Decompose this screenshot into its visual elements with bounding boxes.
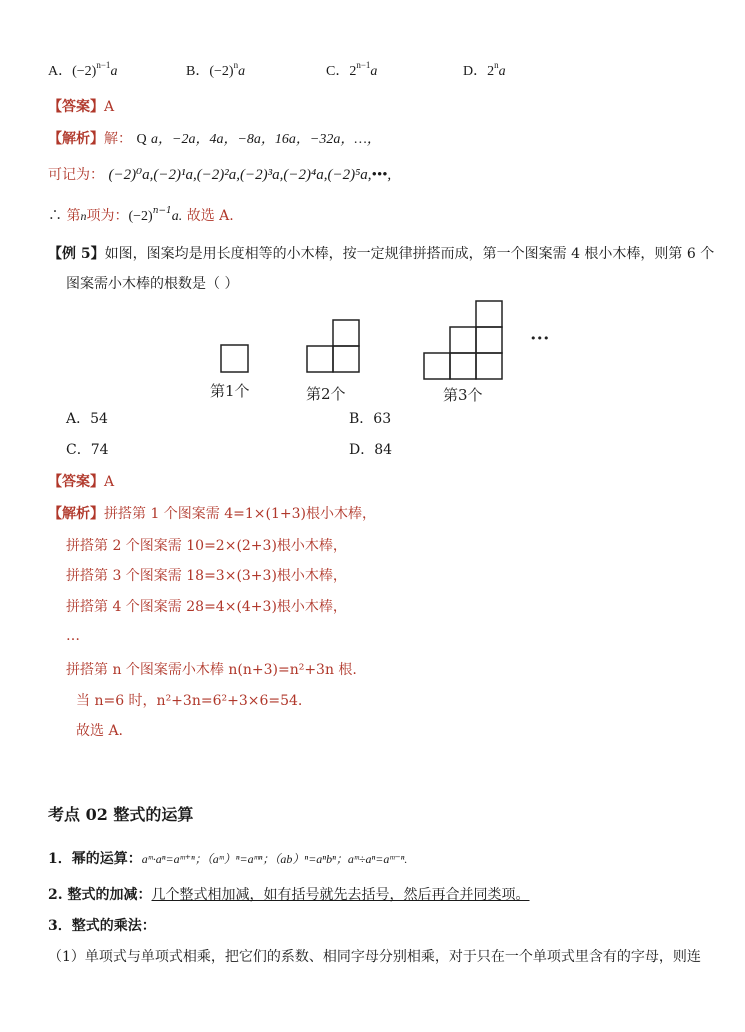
analysis-2-label: 【解析】 — [48, 506, 104, 522]
analysis-1-line3-a: 第 — [66, 208, 81, 224]
pattern-2-square-1 — [307, 346, 333, 372]
option-d-base: 2 — [487, 64, 495, 79]
option-d-letter: D． — [463, 64, 488, 79]
analysis-1-label: 【解析】 — [48, 131, 104, 147]
option-d-var: a — [498, 64, 506, 79]
pattern-2-square-3 — [333, 320, 359, 346]
answer-2-value: A — [104, 474, 115, 490]
analysis-2-line4: 拼搭第 4 个图案需 28=4×(4+3)根小木棒， — [66, 599, 347, 615]
analysis-1-line3 — [48, 205, 234, 225]
analysis-2-line1-text: 拼搭第 1 个图案需 4=1×(1+3)根小木棒， — [104, 506, 377, 522]
analysis-2-line6: 拼搭第 n 个图案需小木棒 n(n+3)=n²+3n 根. — [66, 662, 357, 678]
analysis-2-line8: 故选 A. — [76, 723, 124, 739]
example-5-option-a: A．54 — [66, 411, 108, 427]
option-b-letter: B． — [186, 64, 210, 79]
section-item-2 — [48, 884, 530, 904]
pattern-3-square-2 — [450, 353, 476, 379]
option-c-var: a — [370, 64, 378, 79]
option-a-base: (−2) — [72, 64, 97, 79]
example-5-option-b: B．63 — [349, 411, 392, 427]
section-title: 考点 02 整式的运算 — [48, 805, 194, 824]
analysis-2-line2: 拼搭第 2 个图案需 10=2×(2+3)根小木棒， — [66, 538, 347, 554]
therefore-symbol: ∴ — [48, 208, 62, 224]
option-c — [326, 60, 377, 80]
pattern-2-square-2 — [333, 346, 359, 372]
section-item-1-formula: aᵐ·aⁿ=aᵐ⁺ⁿ；（aᵐ）ⁿ=aᵐⁿ；（ab）ⁿ=aⁿbⁿ；aᵐ÷aⁿ=aᵐ⁻ⁿ. — [141, 852, 408, 866]
answer-1-value: A — [104, 99, 115, 115]
analysis-1-line3-n: n — [80, 209, 87, 223]
example-5-text1: 如图，图案均是用长度相等的小木棒，按一定规律拼搭而成，第一个图案需 4 根小木棒，则第 6 个 — [104, 246, 715, 262]
option-a-var: a — [110, 64, 118, 79]
option-c-base: 2 — [349, 64, 357, 79]
pattern-1-square — [221, 345, 248, 372]
option-a-letter: A． — [48, 64, 73, 79]
option-a-exp: n−1 — [96, 60, 111, 70]
analysis-1-line3-exp: n−1 — [152, 206, 172, 216]
pattern-3-square-3 — [476, 353, 502, 379]
analysis-1-line3-c: 故选 A. — [182, 208, 234, 224]
fig-label-2: 第2个 — [306, 385, 346, 403]
analysis-1-line3-var: a. — [171, 209, 183, 224]
fig-label-3: 第3个 — [443, 386, 483, 404]
section-item-3-sub1: （1）单项式与单项式相乘，把它们的系数、相同字母分别相乘，对于只在一个单项式里含有的字母，则连 — [48, 949, 701, 965]
example-5-label: 【例 5】 — [48, 246, 105, 262]
example-5-text2: 图案需小木棒的根数是（ ） — [66, 276, 239, 292]
pattern-1 — [221, 345, 248, 372]
answer-1 — [48, 96, 114, 116]
analysis-1-line2-prefix: 可记为： — [48, 167, 104, 183]
fig-label-1: 第1个 — [210, 382, 250, 400]
option-b — [186, 60, 245, 80]
pattern-2 — [307, 320, 359, 372]
example-5-option-d: D．84 — [349, 442, 393, 458]
example-5-option-c: C．74 — [66, 442, 109, 458]
pattern-3 — [424, 301, 502, 379]
section-item-1 — [48, 848, 407, 868]
pattern-3-square-1 — [424, 353, 450, 379]
section-item-2-label: 2. 整式的加减： — [48, 887, 152, 903]
answer-2-label: 【答案】 — [48, 474, 104, 490]
analysis-1-line3-b: 项为： — [86, 208, 129, 224]
analysis-2-line3: 拼搭第 3 个图案需 18=3×(3+3)根小木棒， — [66, 568, 347, 584]
option-c-exp: n−1 — [356, 60, 371, 70]
analysis-2-line5: … — [66, 628, 80, 644]
answer-2 — [48, 471, 114, 491]
section-item-1-label: 1．幂的运算： — [48, 851, 142, 867]
section-item-2-text: 几个整式相加减，如有括号就先去括号，然后再合并同类项。 — [151, 887, 530, 903]
analysis-2-line7: 当 n=6 时，n²+3n=6²+3×6=54. — [76, 693, 303, 709]
sequence-terms: a，−2a，4a，−8a，16a，−32a，…， — [151, 132, 381, 147]
analysis-1-line1 — [48, 128, 381, 148]
analysis-1-line2 — [48, 164, 391, 184]
option-b-var: a — [238, 64, 246, 79]
section-item-3-label: 3．整式的乘法： — [48, 918, 156, 934]
option-c-letter: C． — [326, 64, 350, 79]
option-d — [463, 60, 506, 80]
pattern-3-square-5 — [476, 327, 502, 353]
because-symbol: Q — [136, 132, 147, 147]
answer-1-label: 【答案】 — [48, 99, 104, 115]
option-d-exp: n — [494, 60, 499, 70]
pattern-3-square-6 — [476, 301, 502, 327]
analysis-2-line1 — [48, 503, 376, 523]
analysis-1-line3-base: (−2) — [128, 209, 153, 224]
pattern-3-square-4 — [450, 327, 476, 353]
section-item-3 — [48, 915, 156, 935]
example-5-line1 — [48, 243, 714, 263]
analysis-1-prefix: 解： — [104, 131, 132, 147]
example-5-line2 — [66, 273, 238, 293]
option-b-exp: n — [233, 60, 239, 70]
stick-pattern-figure — [200, 292, 560, 410]
option-b-base: (−2) — [209, 64, 234, 79]
option-a — [48, 60, 117, 80]
sequence-powers: (−2)⁰a,(−2)¹a,(−2)²a,(−2)³a,(−2)⁴a,(−2)⁵a,•••, — [108, 167, 392, 183]
fig-dots: ••• — [530, 332, 550, 345]
